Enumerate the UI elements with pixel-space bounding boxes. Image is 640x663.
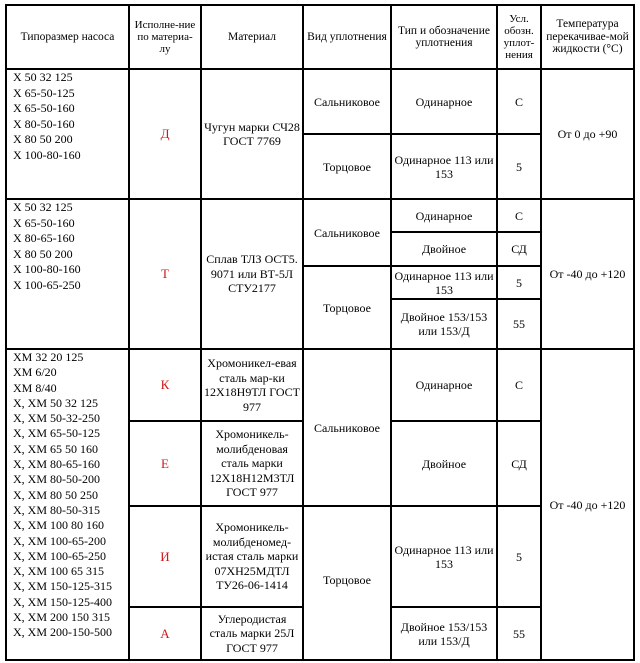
seal-type-text: Одинарное 113 или 153 <box>394 268 494 297</box>
seal-type-text: Одинарное <box>415 208 473 223</box>
g2-seal-kind-1 <box>304 200 390 265</box>
g2-material-text: Сплав ТЛЗ ОСТ5. 9071 или ВТ-5Л СТУ2177 <box>206 252 298 296</box>
g3-seal-code-2 <box>498 422 540 505</box>
size-item: Х, ХМ 80-65-160 <box>13 457 100 472</box>
execution-text: А <box>160 625 170 641</box>
g3-execution-code-1 <box>130 350 200 420</box>
seal-kind-text: Сальниковое <box>313 225 381 240</box>
temperature-text: От 0 до +90 <box>557 127 618 141</box>
size-item: Х 80 50 200 <box>13 246 73 261</box>
size-item: Х, ХМ 65-50-125 <box>13 426 100 441</box>
g3-execution-code-4 <box>130 608 200 659</box>
g2-seal-type-3 <box>392 267 496 298</box>
size-item: Х 100-80-160 <box>13 262 81 276</box>
seal-type-text: Двойное 153/153 или 153/Д <box>400 619 488 648</box>
size-item: ХМ 32 20 125 <box>13 350 84 364</box>
size-item: Х 50 32 125 <box>13 70 73 84</box>
g1-execution-code <box>130 70 200 198</box>
size-item: Х 65-50-125 <box>13 85 75 100</box>
g1-seal-kind-2 <box>304 135 390 198</box>
col-border-left <box>5 4 7 661</box>
seal-code-text: 55 <box>513 317 525 331</box>
header-size <box>7 6 128 68</box>
g3-execution-code-2 <box>130 422 200 505</box>
size-item: Х 100-80-160 <box>13 147 81 162</box>
seal-code-text: СД <box>511 456 527 471</box>
size-item: ХМ 8/40 <box>13 380 57 395</box>
temperature-text: От -40 до +120 <box>549 267 626 281</box>
g2-execution-code <box>130 200 200 348</box>
material-text: Углеродистая сталь марки 25Л ГОСТ 977 <box>209 611 295 655</box>
material-text: Хромоникель-молибденовая сталь марки 12Х18Н12М3ТЛ ГОСТ 977 <box>209 427 295 500</box>
size-item: Х 50 32 125 <box>13 200 73 214</box>
g3-material-3 <box>202 507 302 606</box>
g3-seal-code-3 <box>498 507 540 606</box>
size-item: Х 80-50-160 <box>13 116 75 131</box>
g1-execution-text: Д <box>160 126 170 141</box>
size-item: Х, ХМ 80 50 250 <box>13 487 99 502</box>
header-seal-kind-text: Вид уплотнения <box>307 30 387 43</box>
g2-seal-type-2 <box>392 233 496 265</box>
g2-seal-code-4 <box>498 300 540 348</box>
g2-material <box>202 200 302 348</box>
g3-seal-code-4 <box>498 608 540 659</box>
material-text: Хромоникел-евая сталь мар-ки 12Х18Н9ТЛ ГОСТ 977 <box>204 356 300 414</box>
size-item: Х, ХМ 150-125-315 <box>13 579 112 594</box>
g2-temperature <box>542 200 633 348</box>
seal-code-text: 55 <box>513 626 525 641</box>
header-seal-code <box>498 6 540 68</box>
g2-seal-kind-2 <box>304 267 390 348</box>
size-item: Х, ХМ 150-125-400 <box>13 594 112 609</box>
seal-kind-text: Торцовое <box>323 300 371 315</box>
g1-seal-code-2 <box>498 135 540 198</box>
g2-seal-type-4 <box>392 300 496 348</box>
header-execution <box>130 6 200 68</box>
size-item: Х, ХМ 50-32-250 <box>13 411 100 426</box>
g3-seal-type-3 <box>392 507 496 606</box>
seal-type-text: Двойное <box>421 242 467 256</box>
seal-code-text: С <box>514 94 523 109</box>
execution-text: И <box>160 548 170 564</box>
g1-sizes-list <box>13 70 81 163</box>
header-temperature-text: Температура перекачивае-мой жидкости (°С) <box>546 18 629 56</box>
size-item: Х, ХМ 65 50 160 <box>13 441 99 456</box>
g3-material-4 <box>202 608 302 659</box>
header-seal-kind <box>304 6 390 68</box>
material-text: Хромоникель-молибденомед-истая сталь марки 07ХН25МДТЛ ТУ26-06-1414 <box>205 520 299 593</box>
g3-execution-code-3 <box>130 507 200 606</box>
size-item: Х 65-50-160 <box>13 215 75 230</box>
g1-material <box>202 70 302 198</box>
header-material-text: Материал <box>227 30 276 43</box>
seal-code-text: 5 <box>516 275 522 290</box>
seal-type-text: Одинарное <box>415 94 473 109</box>
g3-seal-kind-1 <box>304 350 390 505</box>
g3-seal-type-1 <box>392 350 496 420</box>
seal-kind-text: Сальниковое <box>313 420 381 435</box>
g1-seal-type-2 <box>392 135 496 198</box>
seal-code-text: С <box>514 378 523 392</box>
g3-seal-kind-2 <box>304 507 390 659</box>
seal-type-text: Двойное <box>421 456 467 471</box>
g1-seal-code-1 <box>498 70 540 133</box>
seal-type-text: Одинарное <box>415 378 473 392</box>
size-item: Х 80 50 200 <box>13 132 73 146</box>
header-seal-type <box>392 6 496 68</box>
size-item: Х, ХМ 100-65-250 <box>13 548 106 563</box>
header-material <box>202 6 302 68</box>
seal-type-text: Одинарное 113 или 153 <box>394 542 494 571</box>
g1-seal-kind-1 <box>304 70 390 133</box>
seal-type-text: Одинарное 113 или 153 <box>394 152 494 181</box>
seal-code-text: С <box>514 208 523 223</box>
seal-kind-text: Торцовое <box>323 573 371 587</box>
g3-material-2 <box>202 422 302 505</box>
col-border-right <box>633 4 635 661</box>
header-temperature <box>542 6 633 68</box>
size-item: Х, ХМ 100 80 160 <box>13 518 105 533</box>
g3-seal-type-4 <box>392 608 496 659</box>
size-item: Х 80-65-160 <box>13 231 75 245</box>
seal-code-text: СД <box>511 242 527 256</box>
execution-text: К <box>160 377 170 392</box>
size-item: ХМ 6/20 <box>13 365 57 380</box>
temperature-text: От -40 до +120 <box>549 497 626 512</box>
g2-execution-text: Т <box>161 266 169 281</box>
g3-sizes-list <box>13 350 112 641</box>
g2-seal-type-1 <box>392 200 496 231</box>
g1-material-text: Чугун марки СЧ28 ГОСТ 7769 <box>204 119 300 148</box>
size-item: Х, ХМ 100 65 315 <box>13 564 105 579</box>
size-item: Х, ХМ 100-65-200 <box>13 533 106 548</box>
seal-code-text: 5 <box>516 159 522 174</box>
size-item: Х 65-50-160 <box>13 101 75 115</box>
size-item: Х 100-65-250 <box>13 277 81 292</box>
g2-seal-code-3 <box>498 267 540 298</box>
g3-material-1 <box>202 350 302 420</box>
header-execution-text: Исполне-ние по материа-лу <box>134 19 196 55</box>
g1-seal-type-1 <box>392 70 496 133</box>
header-seal-code-text: Усл. обозн. уплот-нения <box>503 13 535 61</box>
header-seal-type-text: Тип и обозначение уплотнения <box>398 24 490 49</box>
g1-temperature <box>542 70 633 198</box>
g2-seal-code-1 <box>498 200 540 231</box>
size-item: Х, ХМ 50 32 125 <box>13 395 99 410</box>
g2-sizes-list <box>13 200 81 293</box>
header-size-text: Типоразмер насоса <box>20 30 115 43</box>
size-item: Х, ХМ 200-150-500 <box>13 625 112 640</box>
g3-temperature <box>542 350 633 659</box>
seal-kind-text: Торцовое <box>323 159 371 174</box>
g2-seal-code-2 <box>498 233 540 265</box>
g3-seal-type-2 <box>392 422 496 505</box>
g3-seal-code-1 <box>498 350 540 420</box>
seal-code-text: 5 <box>516 549 522 564</box>
size-item: Х, ХМ 200 150 315 <box>13 610 111 625</box>
execution-text: Е <box>161 455 169 471</box>
size-item: Х, ХМ 80-50-200 <box>13 472 100 487</box>
size-item: Х, ХМ 80-50-315 <box>13 502 100 517</box>
seal-kind-text: Сальниковое <box>313 94 381 109</box>
seal-type-text: Двойное 153/153 или 153/Д <box>400 310 488 338</box>
